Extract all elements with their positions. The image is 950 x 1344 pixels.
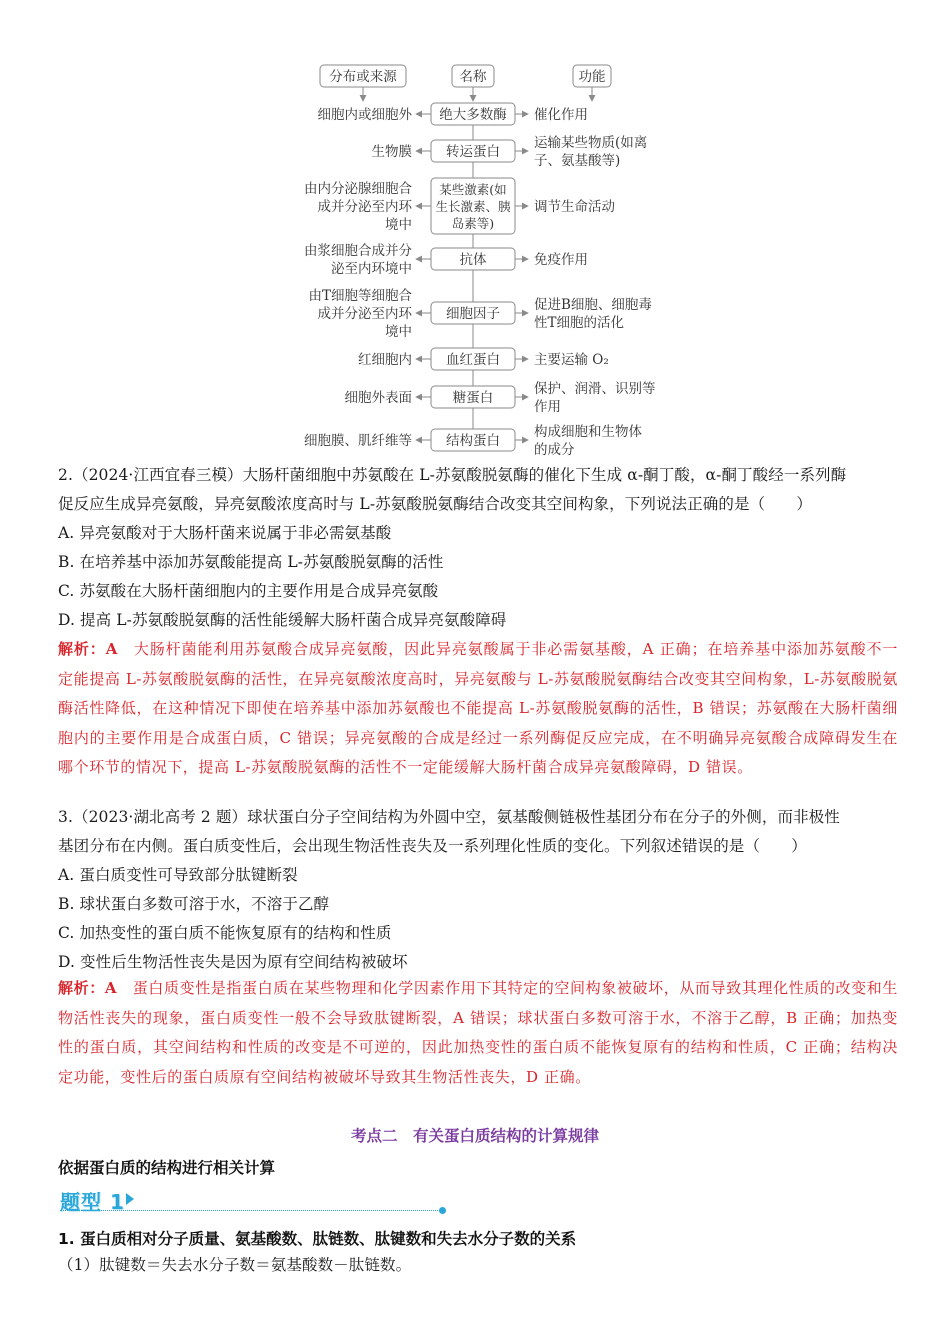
question-type-label: 题型 1 (60, 1190, 125, 1214)
q2-option-c: C. 苏氨酸在大肠杆菌细胞内的主要作用是合成异亮氨酸 (58, 582, 439, 600)
function-text: 免疫作用 (534, 252, 588, 268)
triangle-icon (126, 1193, 134, 1205)
function-text: 调节生命活动 (534, 199, 615, 215)
diagram-row (345, 380, 656, 415)
name-text: 转运蛋白 (446, 144, 500, 160)
diagram-row (372, 134, 648, 169)
function-text: 的成分 (534, 442, 575, 458)
name-text: 绝大多数酶 (439, 107, 507, 123)
name-text: 结构蛋白 (446, 433, 500, 449)
header-source-text: 分布或来源 (329, 69, 397, 85)
q2-option-a: A. 异亮氨酸对于大肠杆菌来说属于非必需氨基酸 (58, 524, 392, 542)
header-name-text: 名称 (459, 69, 487, 85)
diagram-row (318, 103, 589, 125)
diagram-rows (304, 103, 656, 458)
source-text: 成并分泌至内环 (317, 199, 412, 215)
name-text: 生长激素、胰 (435, 199, 511, 214)
source-text: 由T细胞等细胞合 (308, 288, 412, 304)
diagram-row (308, 288, 651, 340)
source-text: 细胞膜、肌纤维等 (304, 433, 412, 449)
header-source (320, 65, 406, 87)
q3-option-b: B. 球状蛋白多数可溶于水，不溶于乙醇 (58, 895, 330, 913)
diagram-row (304, 242, 588, 277)
source-text: 成并分泌至内环 (317, 306, 412, 322)
protein-function-diagram (0, 0, 950, 470)
function-text: 主要运输 O₂ (534, 352, 609, 368)
name-text: 糖蛋白 (452, 390, 494, 406)
function-text: 保护、润滑、识别等 (534, 381, 656, 397)
section-subtitle: 依据蛋白质的结构进行相关计算 (58, 1159, 276, 1177)
source-text: 泌至内环境中 (331, 261, 412, 277)
source-text: 境中 (385, 324, 412, 340)
point-title: 1. 蛋白质相对分子质量、氨基酸数、肽链数、肽键数和失去水分子数的关系 (58, 1230, 577, 1248)
name-text: 岛素等) (451, 216, 495, 231)
q2-option-d: D. 提高 L-苏氨酸脱氨酶的活性能缓解大肠杆菌合成异亮氨酸障碍 (58, 611, 507, 629)
q3-analysis-text: 蛋白质变性是指蛋白质在某些物理和化学因素作用下其特定的空间构象被破坏，从而导致其理化性质的改变和生物活性丧失的现象，蛋白质变性一般不会导致肽键断裂，A 错误；球状蛋白多数可溶于水，不溶于乙醇，B 正确；加热变性的蛋白质，其空间结构和性质的改变是不可逆的，因此加热变性的蛋白质不能恢复原有的结构和性质，C 正确；结构决定功能，变性后的蛋白质原有空间结构被破坏导致其生物活性丧失，D 正确。 (58, 979, 898, 1086)
name-text: 细胞因子 (446, 306, 500, 322)
q3-option-a: A. 蛋白质变性可导致部分肽键断裂 (58, 866, 298, 884)
dot-icon (439, 1207, 446, 1214)
dotted-divider (60, 1210, 440, 1211)
function-text: 构成细胞和生物体 (534, 424, 642, 440)
source-text: 境中 (385, 217, 412, 233)
diagram-row (358, 348, 609, 370)
function-text: 作用 (534, 399, 561, 415)
name-text: 血红蛋白 (446, 352, 500, 368)
q3-stem-line-1: 3.（2023·湖北高考 2 题）球状蛋白分子空间结构为外圆中空，氨基酸侧链极性基团分布在分子的外侧，而非极性 (58, 808, 840, 826)
name-text: 抗体 (459, 252, 487, 268)
function-text: 运输某些物质(如离 (534, 135, 648, 151)
function-text: 促进B细胞、细胞毒 (534, 297, 652, 313)
function-text: 性T细胞的活化 (534, 315, 625, 331)
q2-analysis-label: 解析：A (58, 640, 118, 658)
q3-option-d: D. 变性后生物活性丧失是因为原有空间结构被破坏 (58, 953, 408, 971)
q2-stem-line-2: 促反应生成异亮氨酸，异亮氨酸浓度高时与 L-苏氨酸脱氨酶结合改变其空间构象，下列说法正确的是（ ） (58, 495, 812, 513)
source-text: 由浆细胞合成并分 (304, 243, 412, 259)
question-type-badge (58, 1186, 448, 1214)
section-title: 考点二 有关蛋白质结构的计算规律 (350, 1127, 599, 1145)
q3-analysis-label: 解析：A (58, 979, 118, 997)
header-function (573, 65, 611, 87)
q3-option-c: C. 加热变性的蛋白质不能恢复原有的结构和性质 (58, 924, 392, 942)
function-text: 催化作用 (534, 107, 588, 123)
header-name (452, 65, 494, 87)
q3-stem-line-2: 基团分布在内侧。蛋白质变性后，会出现生物活性丧失及一系列理化性质的变化。下列叙述错误的是（ ） (58, 837, 807, 855)
q2-option-b: B. 在培养基中添加苏氨酸能提高 L-苏氨酸脱氨酶的活性 (58, 553, 444, 571)
source-text: 红细胞内 (358, 352, 412, 368)
q3-analysis (58, 974, 898, 1092)
source-text: 由内分泌腺细胞合 (304, 181, 412, 197)
q2-analysis-text: 大肠杆菌能利用苏氨酸合成异亮氨酸，因此异亮氨酸属于非必需氨基酸，A 正确；在培养基中添加苏氨酸不一定能提高 L-苏氨酸脱氨酶的活性，在异亮氨酸浓度高时，异亮氨酸与 L-苏氨酸脱氨酶结合改变其空间构象，L-苏氨酸脱氨酶活性降低，在这种情况下即使在培养基中添加苏氨酸也不能提高 L-苏氨酸脱氨酶的活性，B 错误；苏氨酸在大肠杆菌细胞内的主要作用是合成蛋白质，C 错误；异亮氨酸的合成是经过一系列酶促反应完成，在不明确异亮氨酸合成障碍发生在哪个环节的情况下，提高 L-苏氨酸脱氨酶的活性不一定能缓解大肠杆菌合成异亮氨酸障碍，D 错误。 (58, 640, 898, 776)
q2-stem-line-1: 2.（2024·江西宜春三模）大肠杆菌细胞中苏氨酸在 L-苏氨酸脱氨酶的催化下生成 α-酮丁酸，α-酮丁酸经一系列酶 (58, 466, 847, 484)
source-text: 细胞外表面 (344, 390, 412, 406)
header-function-text: 功能 (578, 69, 606, 85)
source-text: 细胞内或细胞外 (317, 107, 412, 123)
q2-analysis (58, 635, 898, 783)
name-text: 某些激素(如 (439, 182, 507, 197)
function-text: 子、氨基酸等) (534, 153, 621, 169)
source-text: 生物膜 (371, 144, 412, 160)
diagram-row (304, 178, 615, 234)
point-item: （1）肽键数＝失去水分子数＝氨基酸数－肽链数。 (58, 1256, 412, 1274)
